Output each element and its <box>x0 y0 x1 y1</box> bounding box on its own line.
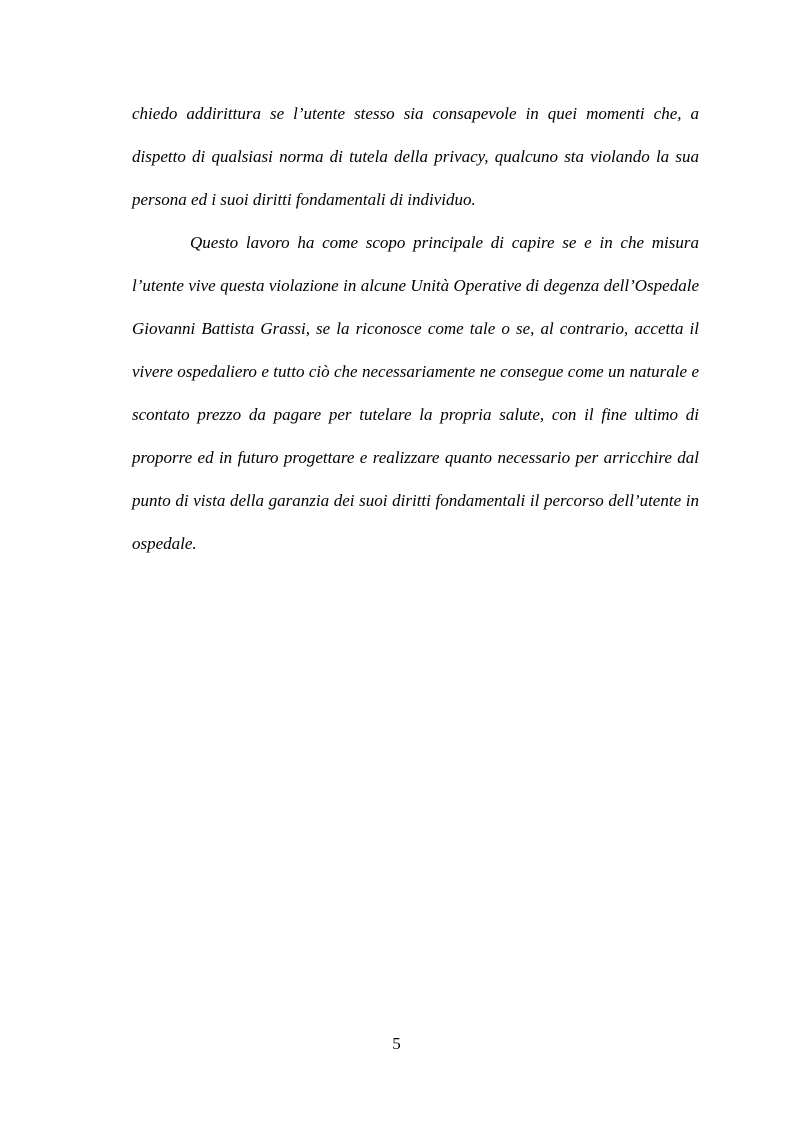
paragraph-purpose: Questo lavoro ha come scopo principale di capire se e in che misura l’utente vive questa violazione in alcune Unità Operative di degenza dell’Ospedale Giovanni Battista Grassi, se la riconosce come tale o se, al contrario, accetta il vivere ospedaliero e tutto ciò che necessariamente ne consegue come un naturale e scontato prezzo da pagare per tutelare la propria salute, con il fine ultimo di proporre ed in futuro progettare e realizzare quanto necessario per arricchire dal punto di vista della garanzia dei suoi diritti fondamentali il percorso dell’utente in ospedale. <box>132 233 699 553</box>
page-number: 5 <box>392 1034 401 1053</box>
body-text <box>132 92 699 565</box>
paragraph-continuation: chiedo addirittura se l’utente stesso sia consapevole in quei momenti che, a dispetto di qualsiasi norma di tutela della privacy, qualcuno sta violando la sua persona ed i suoi diritti fondamentali di individuo. <box>132 104 699 209</box>
